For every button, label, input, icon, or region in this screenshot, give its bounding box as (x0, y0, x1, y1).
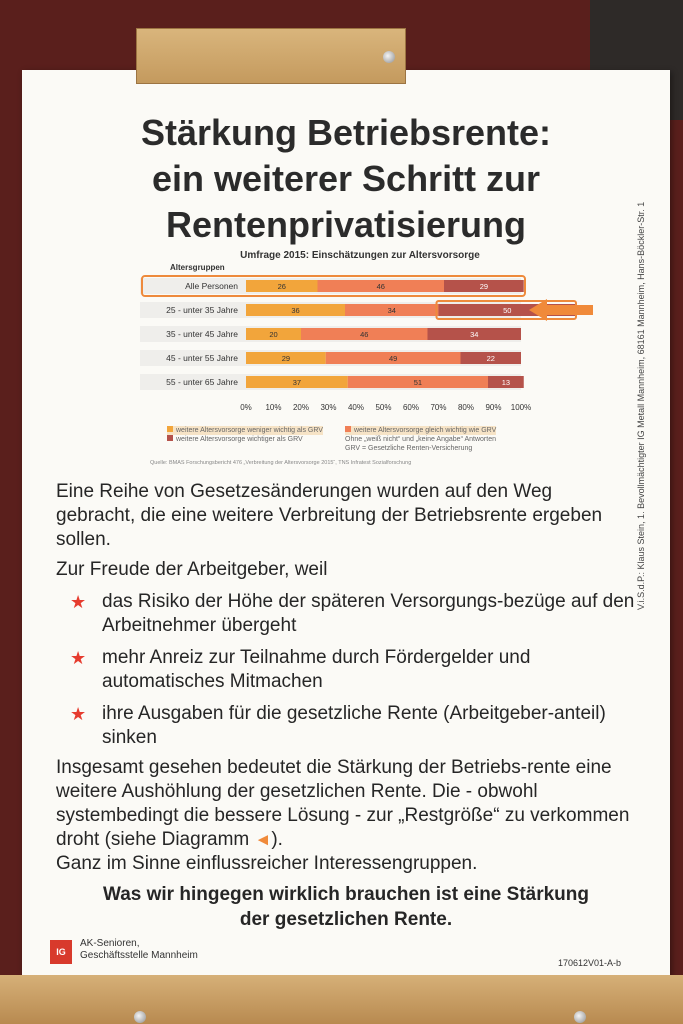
poster (22, 70, 670, 975)
x-tick-label: 90% (485, 403, 502, 412)
x-tick-label: 60% (402, 403, 420, 412)
footer-line-1: AK-Senioren, (80, 938, 140, 949)
poster-title (22, 110, 670, 248)
x-tick-label: 100% (510, 403, 532, 412)
legend-entry (345, 426, 496, 435)
category-label: Alle Personen (185, 281, 238, 291)
bullet-item-2 (56, 646, 636, 694)
data-label: 49 (388, 354, 398, 363)
x-tick-label: 20% (292, 403, 310, 412)
paragraph-3 (56, 756, 636, 852)
title-line-2: ein weiterer Schritt zur (151, 158, 541, 199)
screw-icon (134, 1011, 146, 1023)
arrow-left-icon (529, 299, 593, 321)
title-line-3: Rentenprivatisierung (165, 204, 527, 245)
category-label: 25 - unter 35 Jahre (166, 305, 238, 315)
footer-line-2: Geschäftsstelle Mannheim (80, 950, 198, 961)
star-icon: ★ (70, 592, 87, 612)
data-label: 20 (269, 330, 278, 339)
data-label: 36 (291, 306, 300, 315)
category-label: 45 - unter 55 Jahre (166, 353, 238, 363)
paragraph-4: Ganz im Sinne einflussreicher Interessengruppen. (56, 853, 478, 874)
legend-label: weitere Altersvorsorge weniger wichtig als GRV (176, 427, 323, 434)
legend-column (345, 426, 497, 452)
igmetall-logo-icon: IG (50, 940, 72, 964)
footer-code: 170612V01-A-b (558, 958, 622, 968)
closing-line-2: der gesetzlichen Rente. (239, 909, 453, 930)
data-label: 51 (413, 378, 423, 387)
chart-svg (140, 250, 570, 428)
title-line-1: Stärkung Betriebsrente: (140, 112, 552, 153)
arrow-left-icon: ◄ (254, 830, 272, 849)
data-label: 26 (277, 282, 286, 291)
chart-source: Quelle: BMAS Forschungsbericht 476 „Verbreitung der Altersvorsorge 2015“, TNS Infratest Sozialforschung (150, 460, 412, 466)
footer-sender (80, 938, 198, 962)
bullet-text-3: ihre Ausgaben für die gesetzliche Rente (Arbeitgeber-anteil) sinken (102, 703, 606, 748)
legend-label: weitere Altersvorsorge wichtiger als GRV (176, 436, 303, 443)
legend-label: weitere Altersvorsorge gleich wichtig wie GRV (354, 427, 497, 434)
bullet-item-3 (56, 702, 636, 750)
screw-icon (574, 1011, 586, 1023)
bullet-item-1 (56, 590, 636, 638)
survey-chart (140, 250, 570, 488)
x-tick-label: 40% (347, 403, 365, 412)
bullet-text-2: mehr Anreiz zur Teilnahme durch Fördergelder und automatisches Mitmachen (102, 647, 531, 692)
imprint-vertical: V.i.S.d.P.: Klaus Stein, 1. Bevollmächtigter IG Metall Mannheim, 68161 Mannheim, Hans-Böckler-Str. 1 (636, 201, 646, 610)
category-label: 35 - unter 45 Jahre (166, 329, 238, 339)
x-tick-label: 10% (265, 403, 282, 412)
star-icon: ★ (70, 648, 87, 668)
legend-swatch (345, 426, 351, 432)
legend-column (167, 426, 323, 443)
closing-line-1: Was wir hingegen wirklich brauchen ist eine Stärkung (102, 884, 589, 905)
screw-icon (383, 51, 395, 63)
poster-body (56, 480, 636, 932)
paragraph-2: Zur Freude der Arbeitgeber, weil (56, 559, 328, 580)
data-label: 29 (281, 354, 291, 363)
x-tick-label: 50% (375, 403, 392, 412)
paragraph-3-text: Insgesamt gesehen bedeutet die Stärkung der Betriebs-rente eine weitere Aushöhlung der gesetzlichen Rente. Die - obwohl systembedingt die bessere Lösung - zur „Restgröße“ zu verkommen droht (siehe Diagramm (56, 757, 630, 850)
paragraph-3-end: ). (271, 829, 283, 850)
closing-statement (56, 882, 636, 932)
legend-note: Ohne „weiß nicht“ und „keine Angabe“ Antworten (345, 436, 496, 443)
wooden-clip (136, 28, 406, 84)
legend-note: GRV = Gesetzliche Renten-Versicherung (345, 445, 473, 452)
chart-title: Umfrage 2015: Einschätzungen zur Altersvorsorge (240, 250, 480, 261)
data-label: 50 (503, 306, 512, 315)
chart-ylabel: Altersgruppen (170, 263, 225, 272)
data-label: 34 (470, 330, 479, 339)
data-label: 46 (376, 282, 385, 291)
legend-swatch (167, 435, 173, 441)
category-label: 55 - unter 65 Jahre (166, 377, 238, 387)
data-label: 34 (387, 306, 396, 315)
legend-entry (167, 426, 323, 435)
data-label: 46 (360, 330, 369, 339)
star-icon: ★ (70, 704, 87, 724)
data-label: 29 (479, 282, 489, 291)
x-tick-label: 80% (457, 403, 475, 412)
data-label: 22 (486, 354, 495, 363)
x-tick-label: 30% (320, 403, 337, 412)
data-label: 13 (501, 378, 511, 387)
legend-swatch (167, 426, 173, 432)
x-tick-label: 70% (430, 403, 447, 412)
bullet-text-1: das Risiko der Höhe der späteren Versorgungs-bezüge auf den Arbeitnehmer übergeht (102, 591, 635, 636)
legend-entry (167, 435, 323, 444)
paragraph-1: Eine Reihe von Gesetzesänderungen wurden auf den Weg gebracht, die eine weitere Verbreitung der Betriebsrente ergeben sollen. (56, 481, 603, 550)
data-label: 37 (292, 378, 302, 387)
wooden-stand (0, 975, 683, 1024)
x-tick-label: 0% (240, 403, 252, 412)
